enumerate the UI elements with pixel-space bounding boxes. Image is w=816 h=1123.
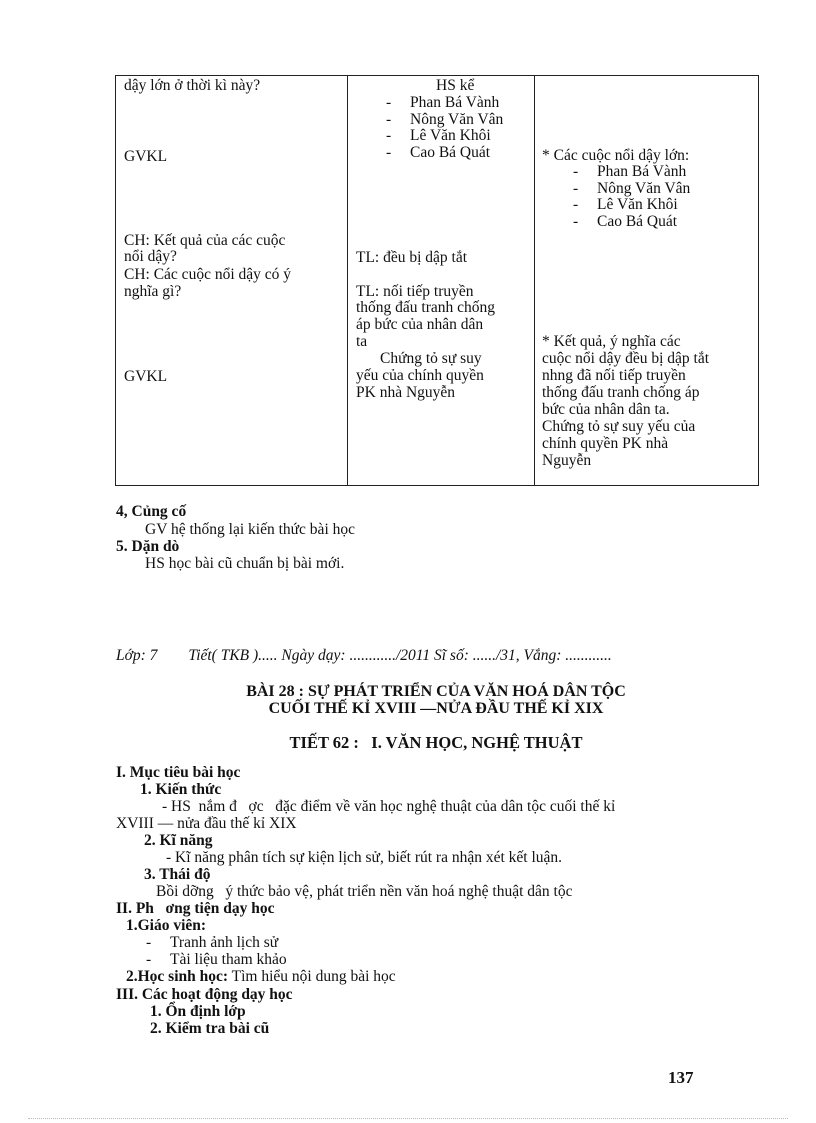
content-text: nhng đã nối tiếp truyền xyxy=(542,367,686,384)
student-answer-text: ta xyxy=(356,333,368,350)
content-text: * Kết quả, ý nghĩa các xyxy=(542,333,681,350)
content-text: Nguyễn xyxy=(542,452,592,469)
student-answer-text: thống đấu tranh chống xyxy=(356,299,496,316)
page-number: 137 xyxy=(668,1068,694,1087)
student-name-list xyxy=(386,95,503,161)
student-answer-text: áp bức của nhân dân xyxy=(356,316,484,333)
lesson-subtitle: TIẾT 62 : I. VĂN HỌC, NGHỆ THUẬT xyxy=(289,733,583,752)
section-text: XVIII — nửa đầu thế kỉ XIX xyxy=(116,815,297,832)
list-item: - Phan Bá Vành xyxy=(573,163,687,180)
section-heading: II. Ph ơng tiện dạy học xyxy=(116,900,275,917)
student-answer-text: TL: đều bị dập tắt xyxy=(356,249,468,266)
list-item: - Lê Văn Khôi xyxy=(386,127,491,144)
list-item: - Phan Bá Vành xyxy=(386,94,500,111)
teacher-materials-list xyxy=(146,935,287,968)
teacher-question-text: dậy lớn ở thời kì này? xyxy=(124,77,261,94)
section-heading: I. Mục tiêu bài học xyxy=(116,764,241,781)
lesson-title: CUỐI THẾ KỈ XVIII —NỬA ĐẦU THẾ KỈ XIX xyxy=(268,700,604,717)
teacher-question-text: nghĩa gì? xyxy=(124,283,182,300)
section-heading: 4, Củng cố xyxy=(116,503,187,520)
subsection-heading: 1.Giáo viên: xyxy=(126,917,207,934)
subsection-heading: 3. Thái độ xyxy=(144,866,211,883)
student-answer-text: PK nhà Nguyễn xyxy=(356,384,456,401)
list-item: - Nông Văn Vân xyxy=(386,110,504,128)
content-text: cuộc nổi dậy đều bị dập tắt xyxy=(542,350,710,367)
student-answer-text: HS kể xyxy=(436,77,475,94)
section-heading: 5. Dặn dò xyxy=(116,538,180,555)
lesson-title: BÀI 28 : SỰ PHÁT TRIỂN CỦA VĂN HOÁ DÂN TỘC xyxy=(246,683,626,700)
section-heading: III. Các hoạt động dạy học xyxy=(116,986,293,1003)
subsection-heading: 2. Kĩ năng xyxy=(144,832,213,849)
content-text: thống đấu tranh chống áp xyxy=(542,384,700,401)
table-divider xyxy=(347,75,348,485)
section-text: - Kĩ năng phân tích sự kiện lịch sử, biết rút ra nhận xét kết luận. xyxy=(166,849,563,866)
subsection-heading: 1. Kiến thức xyxy=(140,781,222,798)
subsection-heading: 1. Ổn định lớp xyxy=(150,1003,246,1020)
student-answer-text: yếu của chính quyền xyxy=(356,367,484,384)
list-item: - Tài liệu tham khảo xyxy=(146,950,287,968)
section-text: Bồi dỡng ý thức bảo vệ, phát triển nền văn hoá nghệ thuật dân tộc xyxy=(156,883,573,900)
subsection-heading: 2. Kiểm tra bài cũ xyxy=(150,1020,270,1037)
teacher-question-text: CH: Kết quả của các cuộc xyxy=(124,232,286,249)
student-preparation xyxy=(126,969,396,986)
content-text: chính quyền PK nhà xyxy=(542,435,669,452)
list-item: - Cao Bá Quát xyxy=(386,143,491,161)
student-label: 2.Học sinh học: xyxy=(126,968,229,985)
table-divider xyxy=(534,75,535,485)
content-heading: * Các cuộc nổi dậy lớn: xyxy=(542,147,690,164)
page-bottom-divider xyxy=(28,1118,788,1119)
list-item: - Cao Bá Quát xyxy=(573,212,678,230)
list-item: - Nông Văn Vân xyxy=(573,179,691,197)
section-text: HS học bài cũ chuẩn bị bài mới. xyxy=(145,555,345,572)
section-text: - HS nắm đ ợc đặc điểm về văn học nghệ thuật của dân tộc cuối thế kỉ xyxy=(162,798,616,815)
teacher-question-text: nổi dậy? xyxy=(124,248,177,265)
student-answer-text: TL: nối tiếp truyền xyxy=(356,283,474,300)
lesson-info: Lớp: 7 Tiết( TKB )..... Ngày dạy: ............/2011 Sĩ số: ....../31, Vắng: ............ xyxy=(116,647,612,664)
content-text: Chứng tỏ sự suy yếu của xyxy=(542,418,696,435)
list-item: - Tranh ảnh lịch sử xyxy=(146,934,279,951)
student-text: Tìm hiểu nội dung bài học xyxy=(228,968,396,985)
student-answer-text: Chứng tỏ sự suy xyxy=(380,350,482,367)
content-text: bức của nhân dân ta. xyxy=(542,401,670,418)
teacher-conclusion-label: GVKL xyxy=(124,368,168,385)
teacher-question-text: CH: Các cuộc nổi dậy có ý xyxy=(124,266,292,283)
section-text: GV hệ thống lại kiến thức bài học xyxy=(145,521,355,538)
teacher-conclusion-label: GVKL xyxy=(124,148,168,165)
list-item: - Lê Văn Khôi xyxy=(573,196,678,213)
content-name-list xyxy=(573,164,690,230)
